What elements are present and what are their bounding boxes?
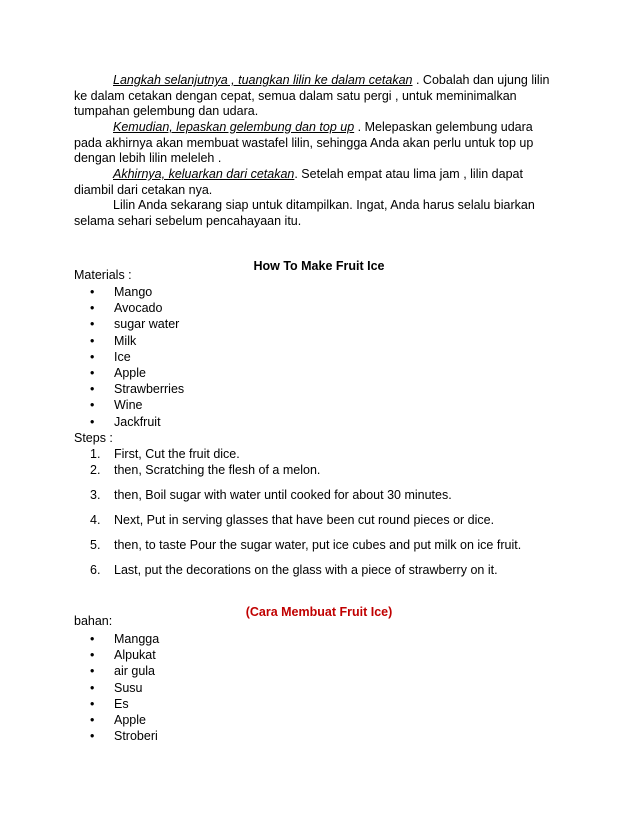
list-item: • Wine	[90, 398, 143, 413]
steps-list	[74, 446, 594, 578]
bullet-icon: •	[90, 333, 95, 348]
list-item: • air gula	[90, 664, 155, 679]
bullet-icon: •	[90, 349, 95, 364]
list-item: 5. then, to taste Pour the sugar water, put ice cubes and put milk on ice fruit.	[90, 538, 522, 552]
bullet-icon: •	[90, 680, 95, 695]
bullet-icon: •	[90, 664, 95, 679]
materials-label: Materials :	[74, 268, 132, 282]
bahan-label: bahan:	[74, 614, 113, 628]
bullet-icon: •	[90, 382, 95, 397]
intro-step-link-2: Kemudian, lepaskan gelembung dan top up	[113, 120, 355, 134]
list-item: 2. then, Scratching the flesh of a melon.	[90, 463, 321, 477]
steps-label: Steps :	[74, 431, 113, 445]
bahan-list	[74, 631, 159, 744]
bullet-icon: •	[90, 285, 95, 299]
list-item: 6. Last, put the decorations on the glass with a piece of strawberry on it.	[90, 563, 498, 577]
bullet-icon: •	[90, 414, 95, 429]
list-item: • Strawberries	[90, 382, 185, 397]
bullet-icon: •	[90, 696, 95, 711]
intro-paragraph-1: Langkah selanjutnya , tuangkan lilin ke dalam cetakan . Cobalah dan ujung lilin ke dalam cetakan dengan cepat, semua dalam satu pergi , untuk meminimalkan tumpahan gelembung dan udara.	[74, 73, 550, 119]
list-item: • Milk	[90, 333, 137, 348]
list-item: • Avocado	[90, 301, 163, 316]
list-item: • Alpukat	[90, 648, 156, 663]
list-item: • Apple	[90, 365, 146, 380]
materials-list	[74, 284, 184, 430]
intro-paragraph-2: Kemudian, lepaskan gelembung dan top up . Melepaskan gelembung udara pada akhirnya akan membuat wastafel lilin, sehingga Anda akan perlu untuk top up dengan lebih lilin meleleh .	[74, 120, 534, 166]
bullet-icon: •	[90, 712, 95, 727]
list-item: • Mango	[90, 285, 153, 299]
english-title: How To Make Fruit Ice	[253, 259, 385, 273]
list-item: • Stroberi	[90, 729, 158, 744]
intro-paragraph-4: Lilin Anda sekarang siap untuk ditampilkan. Ingat, Anda harus selalu biarkan selama sehari sebelum pencahayaan itu.	[74, 198, 535, 228]
intro-paragraph-3: Akhirnya, keluarkan dari cetakan. Setelah empat atau lima jam , lilin dapat diambil dari cetakan nya.	[74, 167, 523, 197]
list-item: • Es	[90, 696, 129, 711]
list-item: • Susu	[90, 680, 143, 695]
bullet-icon: •	[90, 648, 95, 663]
list-item: • Mangga	[90, 632, 160, 646]
list-item: 3. then, Boil sugar with water until cooked for about 30 minutes.	[90, 488, 452, 502]
bullet-icon: •	[90, 317, 95, 332]
bullet-icon: •	[90, 729, 95, 744]
list-item: 4. Next, Put in serving glasses that have been cut round pieces or dice.	[90, 513, 495, 527]
list-item: • sugar water	[90, 317, 180, 332]
list-item: 1. First, Cut the fruit dice.	[90, 447, 240, 461]
indonesian-title: (Cara Membuat Fruit Ice)	[245, 605, 393, 619]
bullet-icon: •	[90, 365, 95, 380]
bullet-icon: •	[90, 398, 95, 413]
list-item: • Jackfruit	[90, 414, 161, 429]
bullet-icon: •	[90, 301, 95, 316]
intro-step-link-1: Langkah selanjutnya , tuangkan lilin ke dalam cetakan	[113, 73, 413, 87]
list-item: • Apple	[90, 712, 146, 727]
intro-step-link-3: Akhirnya, keluarkan dari cetakan	[113, 167, 295, 181]
list-item: • Ice	[90, 349, 131, 364]
bullet-icon: •	[90, 632, 95, 646]
